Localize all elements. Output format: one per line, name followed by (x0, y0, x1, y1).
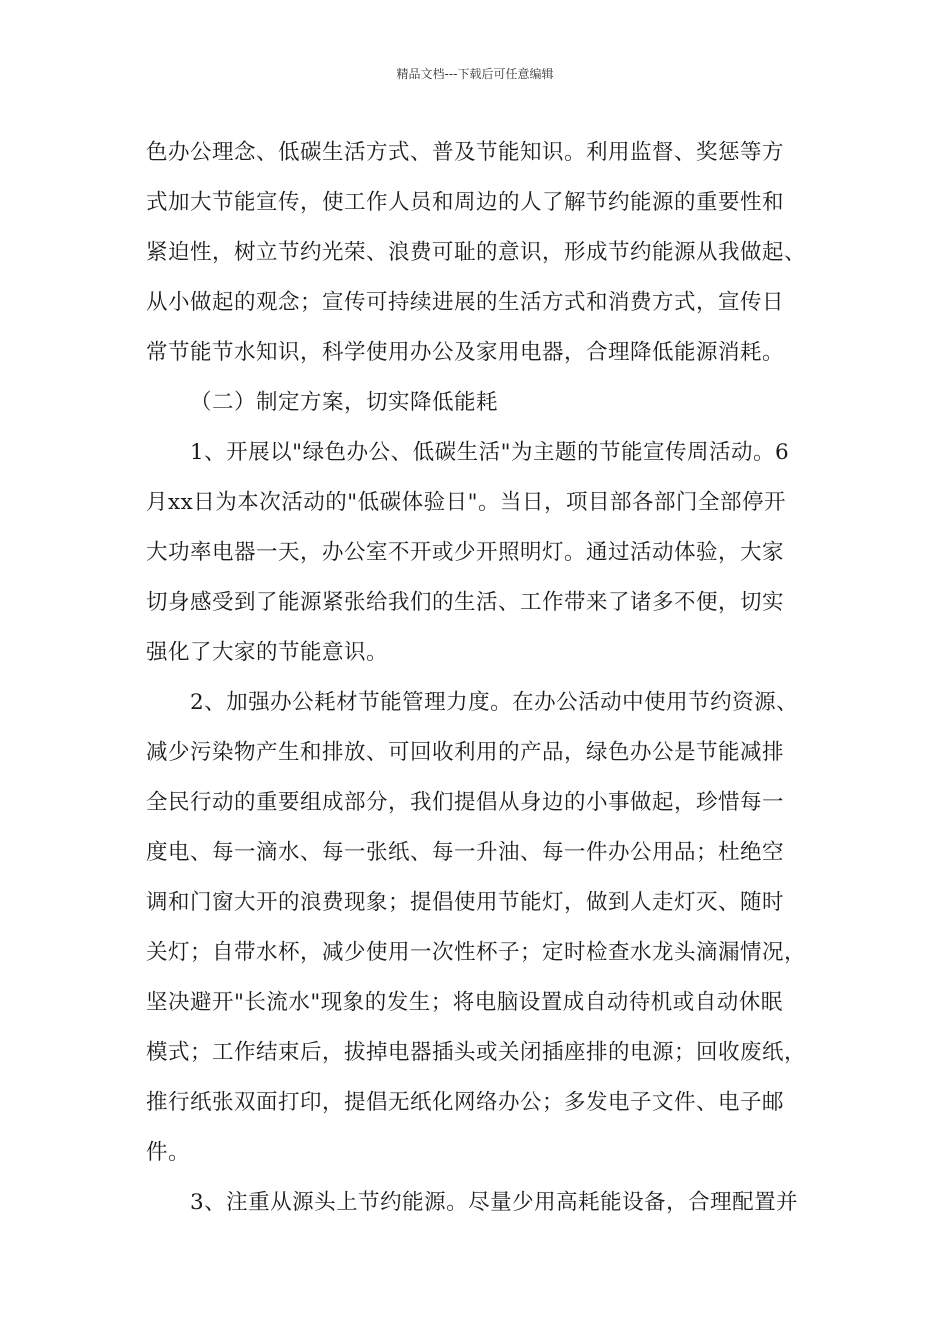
text-line: 调和门窗大开的浪费现象；提倡使用节能灯，做到人走灯灭、随时 (146, 890, 785, 915)
text-line: 月xx日为本次活动的"低碳体验日"。当日，项目部各部门全部停开 (146, 490, 787, 515)
text-line: 切身感受到了能源紧张给我们的生活、工作带来了诸多不便，切实 (146, 590, 785, 615)
text-line: 全民行动的重要组成部分，我们提倡从身边的小事做起，珍惜每一 (146, 790, 785, 815)
text-line: 件。 (146, 1140, 191, 1165)
text-line: 常节能节水知识，科学使用办公及家用电器，合理降低能源消耗。 (146, 340, 785, 365)
text-line: 大功率电器一天，办公室不开或少开照明灯。通过活动体验，大家 (146, 540, 785, 565)
text-line: 色办公理念、低碳生活方式、普及节能知识。利用监督、奖惩等方 (146, 140, 785, 165)
text-line: 坚决避开"长流水"现象的发生；将电脑设置成自动待机或自动休眠 (146, 990, 783, 1015)
text-line: 式加大节能宣传，使工作人员和周边的人了解节约能源的重要性和 (146, 190, 785, 215)
document-body (146, 128, 828, 1228)
section-heading: （二）制定方案，切实降低能耗 (190, 390, 499, 415)
text-line: 关灯；自带水杯，减少使用一次性杯子；定时检查水龙头滴漏情况， (146, 940, 807, 965)
page-header: 精品文档---下载后可任意编辑 (396, 67, 554, 81)
text-line: 度电、每一滴水、每一张纸、每一升油、每一件办公用品；杜绝空 (146, 840, 785, 865)
text-line: 模式；工作结束后，拔掉电器插头或关闭插座排的电源；回收废纸， (146, 1040, 807, 1065)
text-line: 从小做起的观念；宣传可持续进展的生活方式和消费方式，宣传日 (146, 290, 785, 315)
text-line: 2、加强办公耗材节能管理力度。在办公活动中使用节约资源、 (190, 690, 799, 715)
text-line: 减少污染物产生和排放、可回收利用的产品，绿色办公是节能减排 (146, 740, 785, 765)
text-line: 3、注重从源头上节约能源。尽量少用高耗能设备，合理配置并 (190, 1190, 799, 1215)
text-line: 强化了大家的节能意识。 (146, 640, 389, 665)
text-line: 紧迫性，树立节约光荣、浪费可耻的意识，形成节约能源从我做起、 (146, 240, 807, 265)
text-line: 1、开展以"绿色办公、低碳生活"为主题的节能宣传周活动。6 (190, 440, 790, 465)
text-line: 推行纸张双面打印，提倡无纸化网络办公；多发电子文件、电子邮 (146, 1090, 785, 1115)
